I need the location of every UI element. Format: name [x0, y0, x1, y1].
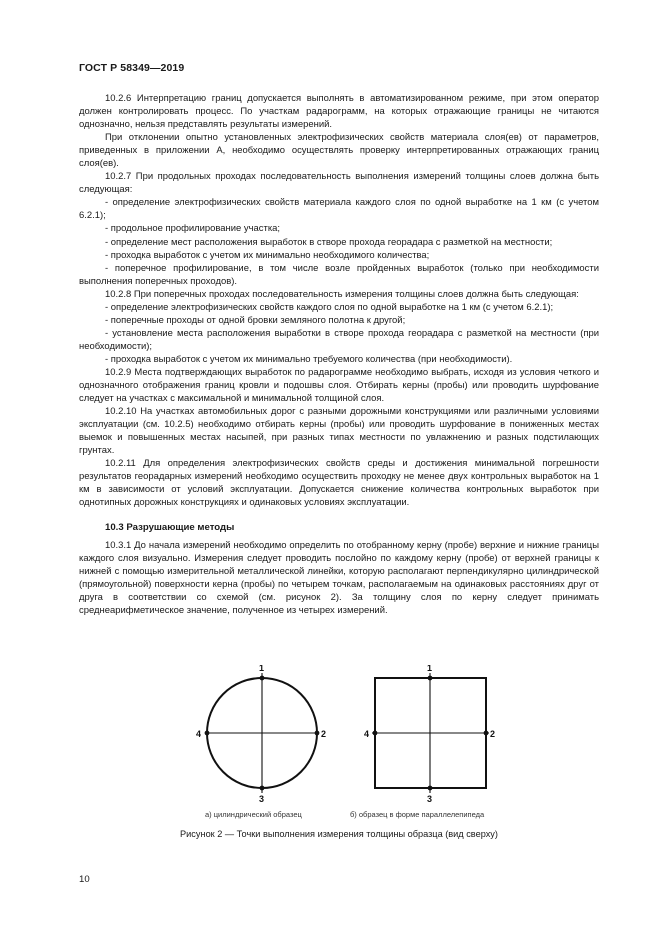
paragraph: 10.2.11 Для определения электрофизических свойств среды и достижения минимальной погрешности результатов георадарных измерений необходимо осуществить проходку не менее двух контрольных выработок на 1 км в зависимости от условий эксплуатации. Допускается снижение количества контрольных выработок при однотипных дорожных конструкциях и одинаковых условиях эксплуатации.: [79, 458, 599, 509]
point-label-1: 1: [427, 665, 433, 673]
parallelepiped-sample-diagram: [364, 665, 495, 804]
paragraph: 10.3.1 До начала измерений необходимо определить по отобранному керну (пробе) верхние и нижние границы каждого слоя визуально. Измерения следует проводить послойно по каждому керну (пробе) от верхней границы к нижней с помощью измерительной металлической линейки, которую располагают перпендикулярно цилиндрической (прямоугольной) поверхности керна (пробы) по четырем точкам, располагаемым на одинаковых расстояниях друг от друга в соответствии со схемой (см. рисунок 2). За толщину слоя по керну следует принимать среднеарифметическое значение, полученное из четырех измерений.: [79, 539, 599, 616]
list-item: - проходка выработок с учетом их минимально требуемого количества (при необходимости).: [105, 353, 513, 365]
point-marker: [260, 786, 265, 791]
point-marker: [205, 731, 210, 736]
list-item: - поперечное профилирование, в том числе возле пройденных выработок (только при необходимости выполнения поперечных проходов).: [79, 262, 599, 287]
section-heading: 10.3 Разрушающие методы: [105, 521, 235, 533]
point-marker: [484, 731, 489, 736]
point-marker: [315, 731, 320, 736]
list-item: - проходка выработок с учетом их минимально необходимого количества;: [105, 249, 430, 261]
point-marker: [428, 786, 433, 791]
list-item: - определение электрофизических свойств каждого слоя по одной выработке на 1 км (с учетом 6.2.1);: [105, 301, 554, 313]
paragraph: 10.2.8 При поперечных проходах последовательность измерения толщины слоев должна быть следующая:: [105, 288, 579, 300]
document-body: [79, 92, 599, 617]
figure-caption: Рисунок 2 — Точки выполнения измерения толщины образца (вид сверху): [180, 829, 498, 839]
cylindrical-sample-diagram: [196, 665, 326, 804]
figure-label-b: б) образец в форме параллелепипеда: [350, 810, 485, 819]
measurement-diagram: [79, 665, 599, 805]
paragraph: 10.2.9 Места подтверждающих выработок по радарограмме необходимо выбрать, исходя из условия четкого и однозначного отображения границ кровли и подошвы слоя. Отбирать керны (пробы) или проводить шурфование следует на участках с максимальной и минимальной толщиной слоя.: [79, 366, 599, 405]
point-label-4: 4: [196, 729, 202, 739]
point-marker: [260, 676, 265, 681]
point-label-2: 2: [321, 729, 327, 739]
point-label-1: 1: [259, 665, 265, 673]
point-label-3: 3: [427, 794, 433, 804]
paragraph: При отклонении опытно установленных электрофизических свойств материала слоя(ев) от параметров, приведенных в приложении А, необходимо осуществлять проверку интерпретированных отражающих границ слоя(ев).: [79, 132, 599, 170]
figure-2: [79, 665, 599, 805]
paragraph: 10.2.6 Интерпретацию границ допускается выполнять в автоматизированном режиме, при этом оператор должен контролировать процесс. По участкам радарограмм, на которых отражающие границы не читаются однозначно, нельзя представлять результаты измерений.: [79, 93, 599, 131]
list-item: - поперечные проходы от одной бровки земляного полотна к другой;: [105, 314, 406, 326]
point-label-2: 2: [490, 729, 496, 739]
paragraph: 10.2.7 При продольных проходах последовательность выполнения измерений толщины слоев должна быть следующая:: [79, 171, 599, 196]
point-marker: [428, 676, 433, 681]
point-label-4: 4: [364, 729, 370, 739]
list-item: - продольное профилирование участка;: [105, 223, 281, 235]
list-item: - определение электрофизических свойств материала каждого слоя по одной выработке на 1 км (с учетом 6.2.1);: [79, 197, 599, 222]
point-label-3: 3: [259, 794, 265, 804]
list-item: - установление места расположения выработки в створе прохода георадара с разметкой на местности (при необходимости);: [79, 327, 599, 352]
point-marker: [373, 731, 378, 736]
figure-label-a: а) цилиндрический образец: [205, 810, 302, 819]
paragraph: 10.2.10 На участках автомобильных дорог с разными дорожными конструкциями или различными условиями эксплуатации (см. 10.2.5) необходимо отбирать керны (пробы) или проводить шурфование в пониженных местах выемок и повышенных местах насыпей, при разных типах местности по увлажнению и разных подстилающих грунтах.: [79, 406, 599, 457]
page-number: 10: [79, 874, 90, 885]
document-header: ГОСТ Р 58349—2019: [79, 62, 185, 74]
list-item: - определение мест расположения выработок в створе прохода георадара с разметкой на местности;: [105, 236, 553, 248]
